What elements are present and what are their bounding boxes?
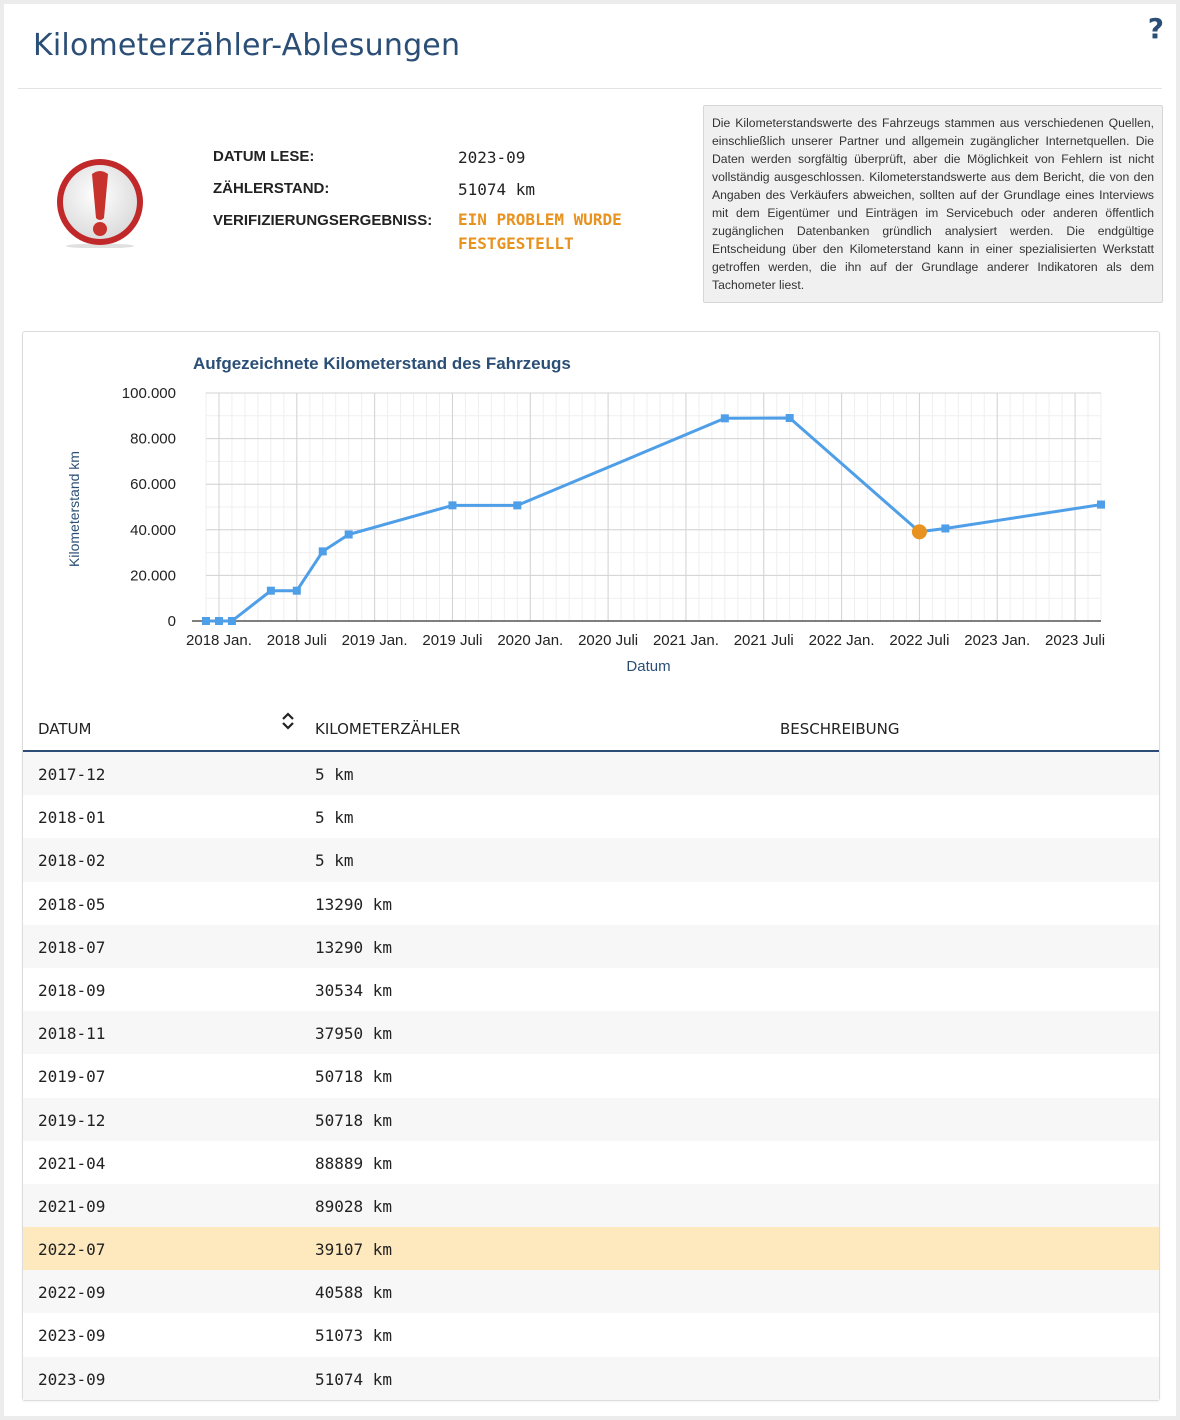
readings-table-body xyxy=(23,752,1159,1400)
x-tick-label: 2019 Juli xyxy=(422,632,483,649)
data-point[interactable] xyxy=(319,547,327,555)
data-point[interactable] xyxy=(202,617,210,625)
cell-date: 2022-09 xyxy=(38,1283,106,1303)
odometer-history-card xyxy=(22,331,1160,1401)
data-point[interactable] xyxy=(215,617,223,625)
odometer-value: 51074 km xyxy=(458,180,536,199)
table-row xyxy=(23,1098,1159,1141)
y-tick-label: 80.000 xyxy=(130,430,176,448)
data-point[interactable] xyxy=(293,587,301,595)
y-tick-label: 0 xyxy=(167,613,176,630)
table-row xyxy=(23,1357,1159,1400)
reading-date-value: 2023-09 xyxy=(458,148,526,167)
data-point[interactable] xyxy=(448,501,456,509)
column-header-date[interactable]: DATUM xyxy=(38,720,92,738)
data-point[interactable] xyxy=(345,530,353,538)
table-row xyxy=(23,1270,1159,1313)
x-tick-label: 2018 Jan. xyxy=(186,632,252,649)
x-tick-label: 2021 Jan. xyxy=(652,632,719,649)
cell-date: 2023-09 xyxy=(38,1369,106,1389)
table-row xyxy=(23,925,1159,968)
column-header-odometer: KILOMETERZÄHLER xyxy=(315,720,461,738)
chart-title: Aufgezeichnete Kilometerstand des Fahrzeugs xyxy=(193,354,571,373)
cell-odometer: 13290 km xyxy=(315,894,393,914)
x-tick-label: 2019 Jan. xyxy=(341,632,408,649)
y-tick-label: 20.000 xyxy=(130,567,176,585)
cell-date: 2023-09 xyxy=(38,1326,106,1346)
cell-date: 2018-11 xyxy=(38,1024,106,1044)
table-row xyxy=(23,1054,1159,1097)
data-point[interactable] xyxy=(786,414,794,422)
data-source-notice: Die Kilometerstandswerte des Fahrzeugs stammen aus verschiedenen Quellen, einschließlich unserer Partner und allgemein zugänglicher Internetquellen. Die Daten werden sorgfältig überprüft, aber die Möglichkeit von Fehlern ist nicht vollständig ausgeschlossen. Kilometerstandswerte aus dem Bericht, die von den Angaben des Verkäufers abweichen, sollten auf der Grundlage eines Interviews mit dem Eigentümer und Einträgen im Servicebuch oder anderen öffentlich zugänglichen Datenbanken gründlich analysiert werden. Die endgültige Entscheidung über den Kilometerstand kann in einer spezialisierten Werkstatt getroffen werden, die ihn auf der Grundlage anderer Indikatoren als dem Tachometer liest. xyxy=(703,105,1163,303)
cell-date: 2017-12 xyxy=(38,765,106,784)
y-axis-label: Kilometerstand km xyxy=(66,451,82,567)
reading-date-label: DATUM LESE: xyxy=(213,148,315,165)
anomaly-point[interactable] xyxy=(912,524,927,539)
data-point[interactable] xyxy=(1097,501,1105,509)
cell-odometer: 37950 km xyxy=(315,1024,393,1044)
cell-date: 2022-07 xyxy=(38,1240,106,1260)
table-row xyxy=(23,1141,1159,1184)
y-tick-label: 60.000 xyxy=(130,476,176,494)
column-header-description: BESCHREIBUNG xyxy=(780,720,900,738)
cell-odometer: 51074 km xyxy=(315,1369,393,1389)
data-point[interactable] xyxy=(941,524,949,532)
verification-result-label: VERIFIZIERUNGSERGEBNISS: xyxy=(213,212,433,229)
cell-date: 2021-04 xyxy=(38,1153,106,1173)
page-title: Kilometerzähler-Ablesungen xyxy=(33,28,461,63)
odometer-label: ZÄHLERSTAND: xyxy=(213,180,330,197)
odometer-chart xyxy=(23,332,1159,692)
verification-result-line1: EIN PROBLEM WURDE xyxy=(458,210,622,229)
y-tick-label: 40.000 xyxy=(130,521,176,539)
verification-result-line2: FESTGESTELLT xyxy=(458,234,574,253)
x-tick-label: 2022 Juli xyxy=(889,632,950,649)
x-tick-label: 2023 Juli xyxy=(1045,632,1106,649)
cell-date: 2018-07 xyxy=(38,937,106,957)
x-tick-label: 2023 Jan. xyxy=(964,632,1031,649)
data-point[interactable] xyxy=(228,617,236,625)
table-row xyxy=(23,1011,1159,1054)
x-tick-label: 2022 Jan. xyxy=(808,632,875,649)
table-row xyxy=(23,795,1159,838)
cell-odometer: 5 km xyxy=(315,851,354,871)
x-axis-label: Datum xyxy=(626,658,671,675)
cell-odometer: 50718 km xyxy=(315,1067,393,1087)
odometer-readings-page xyxy=(4,4,1176,1416)
cell-date: 2018-02 xyxy=(38,851,106,871)
warning-icon xyxy=(54,156,146,248)
table-header xyxy=(23,710,1159,752)
data-point[interactable] xyxy=(267,587,275,595)
y-tick-label: 100.000 xyxy=(121,385,176,402)
cell-date: 2018-09 xyxy=(38,980,106,1000)
cell-odometer: 89028 km xyxy=(315,1196,393,1216)
cell-odometer: 39107 km xyxy=(315,1240,393,1260)
table-row xyxy=(23,1313,1159,1356)
table-row xyxy=(23,968,1159,1011)
table-row-anomaly xyxy=(23,1227,1159,1270)
odometer-series-line xyxy=(206,418,1101,621)
cell-odometer: 50718 km xyxy=(315,1110,393,1130)
cell-date: 2019-12 xyxy=(38,1110,106,1130)
x-tick-label: 2020 Juli xyxy=(578,632,639,649)
table-row xyxy=(23,752,1159,795)
cell-odometer: 30534 km xyxy=(315,980,393,1000)
cell-odometer: 40588 km xyxy=(315,1283,393,1303)
x-tick-label: 2021 Juli xyxy=(733,632,794,649)
cell-date: 2018-01 xyxy=(38,808,106,828)
x-tick-label: 2020 Jan. xyxy=(497,632,564,649)
cell-odometer: 88889 km xyxy=(315,1153,393,1173)
table-row xyxy=(23,882,1159,925)
table-row xyxy=(23,838,1159,881)
header-divider xyxy=(18,88,1162,89)
data-point[interactable] xyxy=(721,414,729,422)
x-tick-label: 2018 Juli xyxy=(266,632,327,649)
cell-odometer: 5 km xyxy=(315,765,354,784)
cell-odometer: 51073 km xyxy=(315,1326,393,1346)
table-row xyxy=(23,1184,1159,1227)
help-icon[interactable]: ? xyxy=(1147,12,1164,45)
cell-date: 2021-09 xyxy=(38,1196,106,1216)
verification-result-value xyxy=(458,208,658,256)
data-point[interactable] xyxy=(513,501,521,509)
cell-odometer: 13290 km xyxy=(315,937,393,957)
cell-odometer: 5 km xyxy=(315,808,354,828)
cell-date: 2019-07 xyxy=(38,1067,106,1087)
cell-date: 2018-05 xyxy=(38,894,106,914)
sort-icon[interactable] xyxy=(281,711,295,731)
